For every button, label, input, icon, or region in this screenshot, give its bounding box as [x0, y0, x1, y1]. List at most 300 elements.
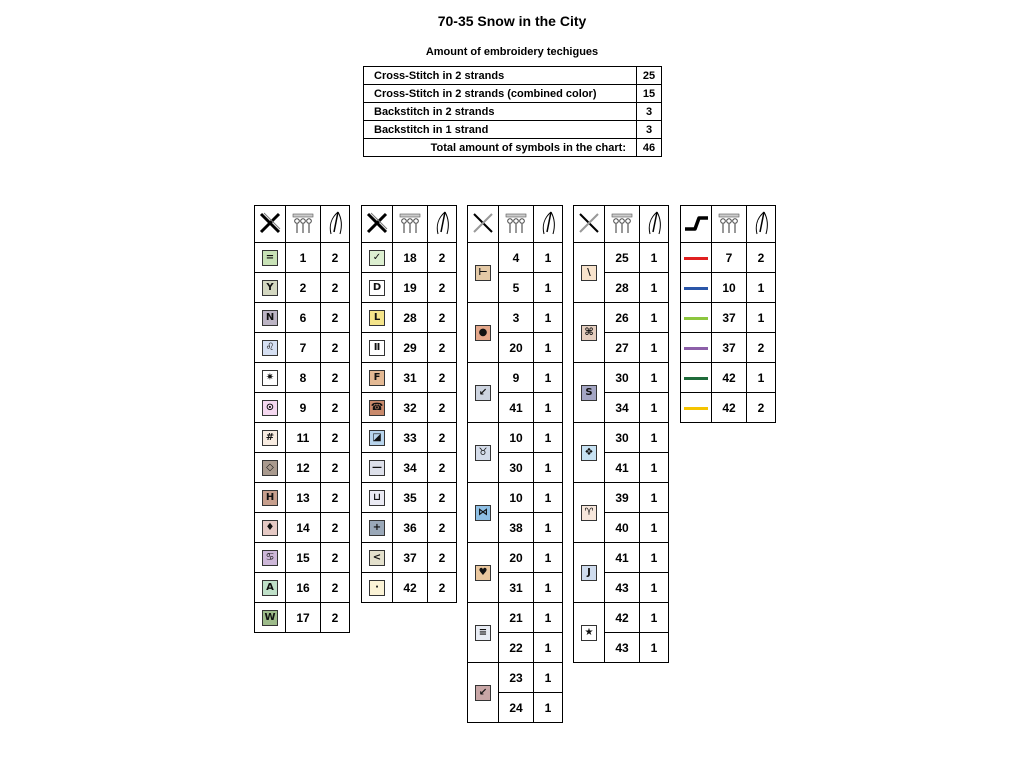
strand-count: 2 — [321, 273, 350, 303]
summary-label: Cross-Stitch in 2 strands — [364, 67, 637, 85]
strand-count: 1 — [534, 663, 563, 693]
legend-row — [255, 483, 350, 513]
floss-number: 35 — [393, 483, 428, 513]
floss-number: 9 — [286, 393, 321, 423]
summary-label: Backstitch in 2 strands — [364, 103, 637, 121]
symbol-cell — [468, 423, 499, 483]
symbol-cell — [362, 513, 393, 543]
strand-count: 2 — [428, 333, 457, 363]
legend-row — [255, 273, 350, 303]
stitch-symbol: L — [369, 310, 385, 326]
strand-count: 1 — [534, 273, 563, 303]
thread-color-cell — [681, 333, 712, 363]
thread-color-cell — [681, 303, 712, 333]
header-cell — [393, 206, 428, 243]
strand-count: 2 — [428, 483, 457, 513]
legend-row — [468, 303, 563, 333]
floss-number: 33 — [393, 423, 428, 453]
symbol-cell — [255, 243, 286, 273]
legend-row — [681, 363, 776, 393]
strand-count: 1 — [534, 243, 563, 273]
symbol-cell — [362, 543, 393, 573]
stitch-symbol: ◪ — [369, 430, 385, 446]
legend-row — [681, 393, 776, 423]
floss-number: 43 — [605, 633, 640, 663]
strand-count: 1 — [640, 393, 669, 423]
header-cell — [362, 206, 393, 243]
legend-row — [255, 333, 350, 363]
header-cell — [255, 206, 286, 243]
floss-number: 38 — [499, 513, 534, 543]
floss-number: 24 — [499, 693, 534, 723]
legend-row — [362, 483, 457, 513]
strands-needle-icon — [538, 210, 558, 239]
strand-count: 1 — [640, 453, 669, 483]
floss-number: 42 — [712, 393, 747, 423]
floss-number: 3 — [499, 303, 534, 333]
header-cell — [712, 206, 747, 243]
symbol-cell — [255, 483, 286, 513]
floss-number: 13 — [286, 483, 321, 513]
summary-total-row — [364, 139, 662, 157]
floss-number: 12 — [286, 453, 321, 483]
floss-number: 28 — [605, 273, 640, 303]
summary-table — [363, 66, 662, 157]
strand-count: 1 — [534, 393, 563, 423]
strand-count: 2 — [321, 423, 350, 453]
floss-number: 20 — [499, 543, 534, 573]
legend-row — [681, 333, 776, 363]
legend-row — [255, 423, 350, 453]
summary-row — [364, 67, 662, 85]
strand-count: 2 — [321, 603, 350, 633]
strand-count: 1 — [534, 423, 563, 453]
stitch-symbol: ⊔ — [369, 490, 385, 506]
stitch-symbol: A — [262, 580, 278, 596]
floss-number: 41 — [605, 543, 640, 573]
legend-row — [255, 453, 350, 483]
legend-row — [362, 513, 457, 543]
strand-count: 1 — [640, 423, 669, 453]
floss-number: 7 — [286, 333, 321, 363]
symbol-cell — [574, 243, 605, 303]
floss-number-icon — [717, 211, 741, 238]
header-cell — [286, 206, 321, 243]
header-cell — [640, 206, 669, 243]
strand-count: 1 — [747, 303, 776, 333]
summary-row — [364, 85, 662, 103]
legend-row — [468, 363, 563, 393]
stitch-symbol: ♌ — [262, 340, 278, 356]
thread-line — [684, 317, 708, 320]
floss-number: 36 — [393, 513, 428, 543]
symbol-cell — [468, 483, 499, 543]
header-cell — [681, 206, 712, 243]
combined-cross-stitch-icon — [471, 211, 495, 238]
symbol-cell — [255, 513, 286, 543]
summary-label: Backstitch in 1 strand — [364, 121, 637, 139]
summary-label: Cross-Stitch in 2 strands (combined color) — [364, 85, 637, 103]
symbol-cell — [362, 243, 393, 273]
legend-row — [255, 393, 350, 423]
floss-number: 39 — [605, 483, 640, 513]
strand-count: 1 — [640, 273, 669, 303]
legend-row — [574, 423, 669, 453]
strand-count: 1 — [534, 363, 563, 393]
stitch-symbol: = — [262, 250, 278, 266]
thread-line — [684, 287, 708, 290]
stitch-symbol: ♦ — [262, 520, 278, 536]
strand-count: 1 — [640, 363, 669, 393]
floss-number: 1 — [286, 243, 321, 273]
stitch-symbol: S — [581, 385, 597, 401]
legend-table-cross-stitch-1 — [254, 205, 350, 633]
floss-number-icon — [504, 211, 528, 238]
strand-count: 2 — [428, 573, 457, 603]
floss-number-icon — [291, 211, 315, 238]
stitch-symbol: + — [369, 520, 385, 536]
legend-row — [574, 243, 669, 273]
symbol-cell — [255, 573, 286, 603]
symbol-cell — [468, 663, 499, 723]
summary-value: 3 — [637, 103, 662, 121]
floss-number: 28 — [393, 303, 428, 333]
strand-count: 2 — [321, 303, 350, 333]
floss-number: 8 — [286, 363, 321, 393]
floss-number-icon — [610, 211, 634, 238]
floss-number: 30 — [605, 423, 640, 453]
legend-row — [574, 603, 669, 633]
floss-number: 9 — [499, 363, 534, 393]
symbol-cell — [255, 603, 286, 633]
stitch-symbol: ⊙ — [262, 400, 278, 416]
symbol-cell — [574, 303, 605, 363]
thread-line — [684, 347, 708, 350]
floss-number-icon — [398, 211, 422, 238]
strand-count: 1 — [640, 513, 669, 543]
symbol-cell — [362, 303, 393, 333]
strand-count: 1 — [534, 483, 563, 513]
floss-number: 32 — [393, 393, 428, 423]
stitch-symbol: N — [262, 310, 278, 326]
summary-total-label: Total amount of symbols in the chart: — [364, 139, 637, 157]
legend-row — [574, 303, 669, 333]
floss-number: 41 — [605, 453, 640, 483]
floss-number: 10 — [712, 273, 747, 303]
floss-number: 31 — [393, 363, 428, 393]
strand-count: 1 — [534, 303, 563, 333]
stitch-symbol: ✷ — [262, 370, 278, 386]
strand-count: 2 — [321, 543, 350, 573]
floss-number: 18 — [393, 243, 428, 273]
strand-count: 2 — [747, 333, 776, 363]
thread-line — [684, 377, 708, 380]
strand-count: 2 — [321, 243, 350, 273]
strand-count: 1 — [534, 573, 563, 603]
thread-line — [684, 257, 708, 260]
floss-number: 43 — [605, 573, 640, 603]
legend-row — [362, 453, 457, 483]
strand-count: 2 — [428, 453, 457, 483]
legend-row — [681, 303, 776, 333]
strand-count: 1 — [534, 633, 563, 663]
legend-row — [255, 543, 350, 573]
stitch-symbol: ❖ — [581, 445, 597, 461]
legend-row — [681, 273, 776, 303]
strand-count: 1 — [747, 363, 776, 393]
strand-count: 2 — [428, 273, 457, 303]
symbol-cell — [362, 573, 393, 603]
legend-header-row — [681, 206, 776, 243]
legend-table-backstitch — [680, 205, 776, 423]
legend-header-row — [574, 206, 669, 243]
legend-row — [468, 543, 563, 573]
legend-row — [362, 273, 457, 303]
floss-number: 21 — [499, 603, 534, 633]
symbol-cell — [255, 303, 286, 333]
strand-count: 1 — [534, 603, 563, 633]
stitch-symbol: D — [369, 280, 385, 296]
strand-count: 2 — [321, 363, 350, 393]
summary-value: 15 — [637, 85, 662, 103]
strands-needle-icon — [751, 210, 771, 239]
strand-count: 2 — [428, 513, 457, 543]
stitch-symbol: F — [369, 370, 385, 386]
floss-number: 42 — [712, 363, 747, 393]
strand-count: 2 — [321, 513, 350, 543]
cross-stitch-icon — [365, 211, 389, 238]
legend-table-combined-2 — [573, 205, 669, 663]
legend-row — [255, 513, 350, 543]
strand-count: 2 — [321, 483, 350, 513]
floss-number: 41 — [499, 393, 534, 423]
legend-row — [362, 393, 457, 423]
strand-count: 1 — [534, 333, 563, 363]
legend-row — [255, 243, 350, 273]
header-cell — [499, 206, 534, 243]
legend-row — [255, 303, 350, 333]
stitch-symbol: ♥ — [475, 565, 491, 581]
strands-needle-icon — [432, 210, 452, 239]
symbol-cell — [574, 603, 605, 663]
floss-number: 34 — [393, 453, 428, 483]
symbol-cell — [574, 483, 605, 543]
strand-count: 1 — [640, 303, 669, 333]
legend-row — [362, 243, 457, 273]
stitch-symbol: \ — [581, 265, 597, 281]
header-cell — [605, 206, 640, 243]
symbol-cell — [574, 423, 605, 483]
floss-number: 26 — [605, 303, 640, 333]
floss-number: 30 — [499, 453, 534, 483]
symbol-cell — [362, 393, 393, 423]
strands-needle-icon — [644, 210, 664, 239]
symbol-cell — [255, 453, 286, 483]
stitch-symbol: · — [369, 580, 385, 596]
strand-count: 1 — [534, 543, 563, 573]
symbol-cell — [468, 243, 499, 303]
floss-number: 15 — [286, 543, 321, 573]
legend-row — [574, 543, 669, 573]
floss-number: 37 — [393, 543, 428, 573]
floss-number: 16 — [286, 573, 321, 603]
floss-number: 25 — [605, 243, 640, 273]
strand-count: 2 — [321, 453, 350, 483]
symbol-cell — [362, 363, 393, 393]
strand-count: 2 — [321, 573, 350, 603]
strands-needle-icon — [325, 210, 345, 239]
stitch-symbol: # — [262, 430, 278, 446]
legend-row — [255, 603, 350, 633]
symbol-cell — [362, 483, 393, 513]
floss-number: 42 — [605, 603, 640, 633]
legend-row — [362, 423, 457, 453]
symbol-cell — [255, 393, 286, 423]
header-cell — [428, 206, 457, 243]
floss-number: 31 — [499, 573, 534, 603]
floss-number: 27 — [605, 333, 640, 363]
symbol-cell — [574, 363, 605, 423]
legend-header-row — [255, 206, 350, 243]
strand-count: 2 — [321, 393, 350, 423]
floss-number: 29 — [393, 333, 428, 363]
symbol-cell — [362, 273, 393, 303]
strand-count: 2 — [428, 423, 457, 453]
symbol-cell — [468, 303, 499, 363]
strand-count: 1 — [640, 573, 669, 603]
legend-table-combined-1 — [467, 205, 563, 723]
legend-row — [468, 663, 563, 693]
stitch-symbol: W — [262, 610, 278, 626]
summary-value: 25 — [637, 67, 662, 85]
floss-number: 30 — [605, 363, 640, 393]
legend-table-cross-stitch-2 — [361, 205, 457, 603]
summary-row — [364, 121, 662, 139]
strand-count: 1 — [640, 603, 669, 633]
summary-row — [364, 103, 662, 121]
header-cell — [747, 206, 776, 243]
legend-row — [255, 363, 350, 393]
strand-count: 2 — [747, 393, 776, 423]
floss-number: 42 — [393, 573, 428, 603]
floss-number: 19 — [393, 273, 428, 303]
floss-number: 14 — [286, 513, 321, 543]
stitch-symbol: ☎ — [369, 400, 385, 416]
symbol-cell — [468, 603, 499, 663]
legend-header-row — [468, 206, 563, 243]
strand-count: 1 — [640, 483, 669, 513]
floss-number: 34 — [605, 393, 640, 423]
summary-subtitle: Amount of embroidery techigues — [425, 46, 599, 58]
floss-number: 23 — [499, 663, 534, 693]
symbol-cell — [255, 543, 286, 573]
cross-stitch-icon — [258, 211, 282, 238]
stitch-symbol: ↙ — [475, 385, 491, 401]
symbol-cell — [255, 273, 286, 303]
floss-number: 6 — [286, 303, 321, 333]
symbol-cell — [468, 363, 499, 423]
stitch-symbol: H — [262, 490, 278, 506]
floss-number: 10 — [499, 483, 534, 513]
thread-color-cell — [681, 363, 712, 393]
stitch-symbol: ★ — [581, 625, 597, 641]
legend-row — [574, 363, 669, 393]
strand-count: 1 — [640, 543, 669, 573]
legend-row — [574, 483, 669, 513]
floss-number: 10 — [499, 423, 534, 453]
strand-count: 1 — [534, 693, 563, 723]
thread-color-cell — [681, 393, 712, 423]
strand-count: 2 — [428, 543, 457, 573]
strand-count: 1 — [534, 513, 563, 543]
stitch-symbol: < — [369, 550, 385, 566]
floss-number: 22 — [499, 633, 534, 663]
floss-number: 20 — [499, 333, 534, 363]
symbol-cell — [255, 333, 286, 363]
floss-number: 40 — [605, 513, 640, 543]
floss-number: 11 — [286, 423, 321, 453]
strand-count: 2 — [428, 363, 457, 393]
legend-row — [255, 573, 350, 603]
floss-number: 5 — [499, 273, 534, 303]
stitch-symbol: ⌘ — [581, 325, 597, 341]
legend-row — [362, 333, 457, 363]
stitch-symbol: ≡ — [475, 625, 491, 641]
symbol-cell — [362, 453, 393, 483]
legend-row — [468, 423, 563, 453]
stitch-symbol: ↙ — [475, 685, 491, 701]
header-cell — [468, 206, 499, 243]
symbol-cell — [574, 543, 605, 603]
floss-number: 7 — [712, 243, 747, 273]
legend-row — [681, 243, 776, 273]
stitch-symbol: ⋈ — [475, 505, 491, 521]
strand-count: 2 — [321, 333, 350, 363]
backstitch-icon — [683, 214, 709, 235]
legend-row — [362, 363, 457, 393]
header-cell — [574, 206, 605, 243]
symbol-cell — [255, 423, 286, 453]
legend-row — [468, 243, 563, 273]
symbol-cell — [255, 363, 286, 393]
stitch-symbol: ♈ — [581, 505, 597, 521]
thread-line — [684, 407, 708, 410]
strand-count: 1 — [534, 453, 563, 483]
summary-total-value: 46 — [637, 139, 662, 157]
stitch-symbol: Y — [262, 280, 278, 296]
stitch-symbol: Ⅱ — [369, 340, 385, 356]
symbol-cell — [362, 423, 393, 453]
strand-count: 1 — [640, 333, 669, 363]
floss-number: 4 — [499, 243, 534, 273]
stitch-symbol: ● — [475, 325, 491, 341]
strand-count: 2 — [428, 393, 457, 423]
thread-color-cell — [681, 273, 712, 303]
stitch-symbol: J — [581, 565, 597, 581]
legend-row — [362, 303, 457, 333]
legend-row — [362, 543, 457, 573]
stitch-symbol: ♉ — [475, 445, 491, 461]
strand-count: 1 — [640, 243, 669, 273]
legend-row — [362, 573, 457, 603]
legend-row — [468, 603, 563, 633]
floss-number: 17 — [286, 603, 321, 633]
strand-count: 1 — [640, 633, 669, 663]
stitch-symbol: ⊢ — [475, 265, 491, 281]
stitch-symbol: ♋ — [262, 550, 278, 566]
strand-count: 2 — [428, 243, 457, 273]
symbol-cell — [362, 333, 393, 363]
